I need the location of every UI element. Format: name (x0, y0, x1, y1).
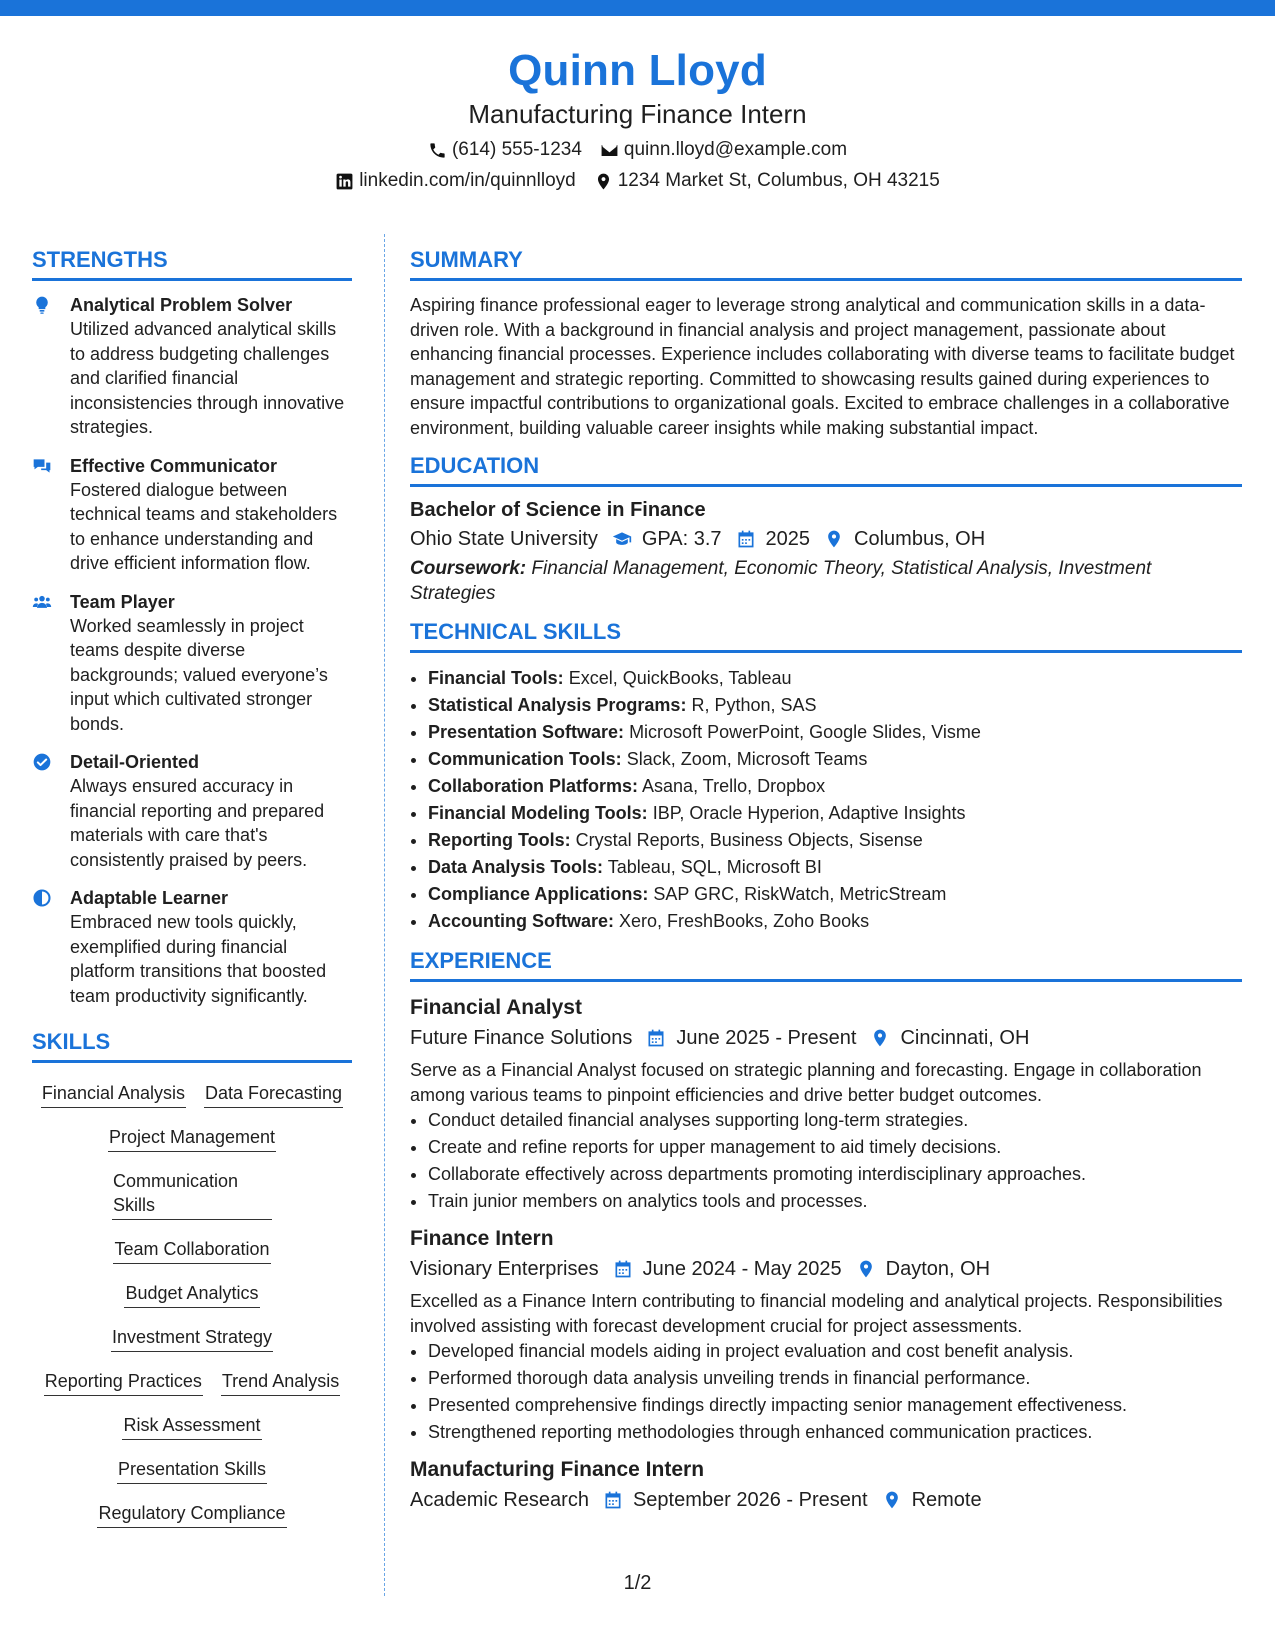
linkedin-icon (335, 172, 354, 191)
job-location: Remote (911, 1489, 982, 1511)
list-item (428, 881, 1242, 908)
graduation-cap-icon (612, 529, 632, 549)
tech-value: R, Python, SAS (691, 695, 817, 715)
education-location: Columbus, OH (854, 528, 986, 550)
linkedin-text: linkedin.com/in/quinnlloyd (359, 170, 576, 191)
map-marker-icon (882, 1490, 902, 1510)
list-item (428, 665, 1242, 692)
list-item: • Performed thorough data analysis unveiling trends in financial performance. (428, 1365, 1242, 1392)
map-marker-icon (594, 172, 613, 191)
tech-value: IBP, Oracle Hyperion, Adaptive Insights (652, 803, 966, 823)
page-number: 1/2 (623, 1572, 652, 1594)
skill-tag: Regulatory Compliance (97, 1501, 286, 1528)
calendar-icon (646, 1028, 666, 1048)
job-entry (410, 1456, 1242, 1514)
tech-label: Compliance Applications: (428, 884, 649, 904)
summary-text: Aspiring finance professional eager to leverage strong analytical and communication skills in a data-driven role. With a background in financial analysis and project management, passionate about enhancing financial processes. Experience includes collaborating with diverse teams to facilitate budget management and strategic reporting. Committed to showcasing results gained during experiences to ensure impactful contributions to organizational goals. Excited to embrace challenges in a collaborative environment, building valuable career insights while making substantial impact. (410, 295, 1235, 438)
address-text: 1234 Market St, Columbus, OH 43215 (617, 170, 940, 191)
right-column (410, 246, 1242, 1514)
list-item (428, 854, 1242, 881)
job-meta (410, 1486, 1242, 1514)
half-circle-icon (32, 888, 52, 908)
contact-row-2 (0, 169, 1275, 193)
education-year: 2025 (765, 528, 811, 550)
contact-address (594, 169, 940, 193)
job-title: Finance Intern (410, 1227, 554, 1250)
lightbulb-icon (32, 295, 52, 315)
map-marker-icon (856, 1259, 876, 1279)
strengths-heading: STRENGTHS (32, 246, 352, 281)
contact-email (600, 138, 847, 162)
job-dates: June 2025 - Present (676, 1027, 857, 1049)
technical-skills-heading: TECHNICAL SKILLS (410, 618, 1242, 653)
strength-item (32, 590, 352, 737)
list-item: • Collaborate effectively across departments promoting interdisciplinary approaches. (428, 1161, 1242, 1188)
contact-phone (428, 138, 582, 162)
skill-tag: Team Collaboration (113, 1237, 270, 1264)
job-title: Manufacturing Finance Intern (410, 1458, 705, 1481)
strength-desc: Fostered dialogue between technical teams and stakeholders to enhance understanding and drive efficient information flow. (70, 479, 338, 573)
tech-label: Communication Tools: (428, 749, 622, 769)
calendar-icon (603, 1490, 623, 1510)
skill-tag: Presentation Skills (117, 1457, 267, 1484)
tech-value: Tableau, SQL, Microsoft BI (607, 857, 822, 877)
skills-tag-list (32, 1075, 352, 1528)
experience-heading: EXPERIENCE (410, 947, 1242, 982)
email-text: quinn.lloyd@example.com (623, 139, 848, 160)
skill-tag: Trend Analysis (221, 1369, 340, 1396)
tech-value: Microsoft PowerPoint, Google Slides, Visme (629, 722, 981, 742)
tech-label: Collaboration Platforms: (428, 776, 639, 796)
job-description: Serve as a Financial Analyst focused on strategic planning and forecasting. Engage in collaboration among various teams to pinpoint efficiencies and drive better budget outcomes. (410, 1060, 1202, 1105)
education-degree: Bachelor of Science in Finance (410, 499, 706, 521)
resume-header (0, 44, 1275, 193)
list-item: • Strengthened reporting methodologies through enhanced communication practices. (428, 1419, 1242, 1446)
job-title: Financial Analyst (410, 996, 582, 1019)
list-item (428, 719, 1242, 746)
strength-desc: Embraced new tools quickly, exemplified during financial platform transitions that boosted team productivity significantly. (70, 912, 327, 1006)
tech-value: Excel, QuickBooks, Tableau (568, 668, 792, 688)
tech-value: Xero, FreshBooks, Zoho Books (619, 911, 870, 931)
coursework-label: Coursework: (410, 558, 527, 579)
job-company: Academic Research (410, 1489, 589, 1511)
job-company: Future Finance Solutions (410, 1027, 633, 1049)
skill-tag: Investment Strategy (111, 1325, 273, 1352)
map-marker-icon (870, 1028, 890, 1048)
list-item (428, 692, 1242, 719)
list-item: • Create and refine reports for upper management to aid timely decisions. (428, 1134, 1242, 1161)
list-item (428, 800, 1242, 827)
list-item: • Conduct detailed financial analyses supporting long-term strategies. (428, 1107, 1242, 1134)
tech-value: SAP GRC, RiskWatch, MetricStream (653, 884, 947, 904)
contact-linkedin (335, 169, 576, 193)
list-item (428, 773, 1242, 800)
education-coursework (410, 557, 1242, 606)
list-item: • Train junior members on analytics tools and processes. (428, 1188, 1242, 1215)
left-column (32, 246, 352, 1528)
contact-row-1 (0, 138, 1275, 162)
list-item (428, 746, 1242, 773)
strength-title: Adaptable Learner (70, 888, 229, 908)
list-item: • Developed financial models aiding in project evaluation and cost benefit analysis. (428, 1338, 1242, 1365)
skills-heading: SKILLS (32, 1028, 352, 1063)
education-school: Ohio State University (410, 528, 598, 550)
job-company: Visionary Enterprises (410, 1258, 599, 1280)
strength-title: Team Player (70, 591, 175, 612)
strength-desc: Worked seamlessly in project teams despite diverse backgrounds; valued everyone’s input which cultivated stronger bonds. (70, 615, 328, 734)
job-location: Dayton, OH (885, 1258, 991, 1280)
candidate-name: Quinn Lloyd (508, 46, 767, 95)
job-dates: September 2026 - Present (632, 1489, 868, 1511)
strength-item (32, 886, 352, 1008)
top-accent-bar (0, 0, 1275, 16)
phone-text: (614) 555-1234 (451, 139, 582, 160)
tech-label: Reporting Tools: (428, 830, 571, 850)
skill-tag: Reporting Practices (44, 1369, 203, 1396)
strength-title: Detail-Oriented (70, 752, 200, 772)
coursework-text: Financial Management, Economic Theory, Statistical Analysis, Investment Strategies (410, 558, 1152, 604)
strength-title: Effective Communicator (70, 455, 278, 476)
job-meta (410, 1024, 1242, 1052)
job-bullets (410, 1338, 1242, 1446)
tech-label: Presentation Software: (428, 722, 625, 742)
skill-tag: Communication Skills (112, 1169, 272, 1220)
list-item (428, 908, 1242, 935)
skill-tag: Financial Analysis (41, 1081, 186, 1108)
tech-label: Financial Modeling Tools: (428, 803, 648, 823)
candidate-role: Manufacturing Finance Intern (468, 99, 807, 129)
map-marker-icon (824, 529, 844, 549)
summary-heading: SUMMARY (410, 246, 1242, 281)
column-divider (384, 234, 385, 1596)
tech-value: Slack, Zoom, Microsoft Teams (626, 749, 868, 769)
list-item (428, 827, 1242, 854)
calendar-icon (613, 1259, 633, 1279)
envelope-icon (600, 141, 619, 160)
job-description: Excelled as a Finance Intern contributing to financial modeling and analytical projects. Responsibilities involved assisting with forecast development crucial for project assessments. (410, 1291, 1223, 1336)
education-meta (410, 525, 1242, 553)
education-gpa: GPA: 3.7 (641, 528, 722, 550)
strength-title: Analytical Problem Solver (70, 295, 293, 315)
tech-label: Statistical Analysis Programs: (428, 695, 687, 715)
strength-item (32, 293, 352, 440)
job-entry (410, 1225, 1242, 1446)
technical-skills-list (410, 665, 1242, 935)
tech-label: Accounting Software: (428, 911, 615, 931)
job-dates: June 2024 - May 2025 (642, 1258, 842, 1280)
users-icon (32, 592, 52, 612)
job-location: Cincinnati, OH (900, 1027, 1030, 1049)
strength-item (32, 454, 352, 576)
tech-value: Crystal Reports, Business Objects, Sisense (575, 830, 923, 850)
strength-desc: Utilized advanced analytical skills to address budgeting challenges and clarified financial inconsistencies through innovative strategies. (70, 319, 345, 437)
skill-tag: Data Forecasting (204, 1081, 343, 1108)
education-heading: EDUCATION (410, 452, 1242, 487)
list-item: • Presented comprehensive findings directly impacting senior management effectiveness. (428, 1392, 1242, 1419)
job-meta (410, 1255, 1242, 1283)
tech-label: Financial Tools: (428, 668, 564, 688)
job-entry (410, 994, 1242, 1215)
skill-tag: Budget Analytics (124, 1281, 259, 1308)
tech-value: Asana, Trello, Dropbox (642, 776, 826, 796)
check-circle-icon (32, 752, 52, 772)
comments-icon (32, 456, 52, 476)
strength-item (32, 750, 352, 872)
strength-desc: Always ensured accuracy in financial reporting and prepared materials with care that's consistently praised by peers. (70, 776, 325, 870)
skill-tag: Risk Assessment (122, 1413, 261, 1440)
job-bullets (410, 1107, 1242, 1215)
tech-label: Data Analysis Tools: (428, 857, 604, 877)
phone-icon (428, 141, 447, 160)
calendar-icon (736, 529, 756, 549)
skill-tag: Project Management (108, 1125, 276, 1152)
